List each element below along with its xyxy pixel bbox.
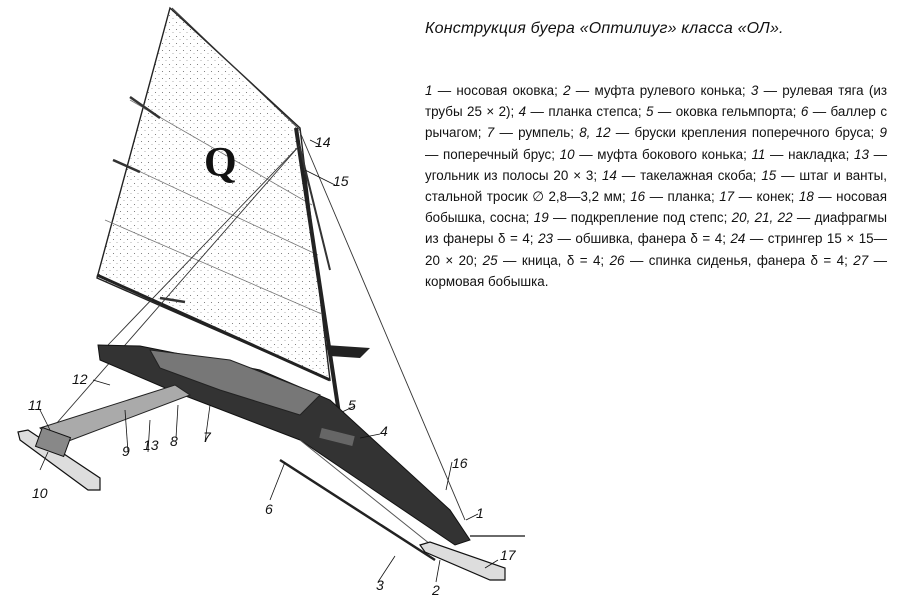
legend-text: — кормовая бобышка. — [425, 252, 888, 289]
legend-number: 2 — [563, 83, 571, 98]
callout-16: 16 — [452, 455, 468, 471]
callout-4: 4 — [380, 423, 388, 439]
legend-text: — носовая оковка; — [432, 83, 564, 98]
legend-number: 19 — [533, 210, 549, 226]
callout-8: 8 — [170, 433, 178, 449]
legend-text: — подкрепление под степс; — [548, 210, 732, 226]
legend-number: 27 — [853, 252, 869, 268]
front-runner — [420, 542, 505, 580]
legend-text: — поперечный брус; — [425, 146, 560, 162]
legend-text: — такелажная скоба; — [616, 167, 762, 183]
legend-number: 20, 21, 22 — [731, 210, 793, 226]
callout-6: 6 — [265, 501, 273, 517]
legend-text: — бруски крепления поперечного бруса; — [610, 125, 880, 141]
legend-number: 14 — [601, 167, 617, 183]
legend-text: — накладка; — [765, 146, 855, 162]
legend-number: 15 — [761, 167, 777, 183]
parts-legend — [425, 80, 887, 292]
legend-number: 1 — [425, 83, 433, 98]
legend-text: — румпель; — [494, 125, 580, 141]
legend-text: — оковка гельмпорта; — [653, 104, 801, 120]
legend-number: 24 — [730, 231, 746, 247]
callout-15: 15 — [333, 173, 349, 189]
legend-number: 26 — [609, 252, 625, 268]
legend-number: 3 — [750, 83, 759, 98]
legend-text: — обшивка, фанера δ = 4; — [552, 231, 731, 247]
callout-7: 7 — [203, 429, 211, 445]
legend-number: 10 — [559, 146, 575, 162]
callout-11: 11 — [28, 397, 43, 413]
legend-number: 11 — [751, 146, 766, 162]
callout-13: 13 — [143, 437, 159, 453]
callout-3: 3 — [376, 577, 384, 593]
callout-12: 12 — [72, 371, 88, 387]
legend-number: 5 — [646, 104, 654, 120]
legend-number: 6 — [800, 104, 809, 120]
legend-text: — муфта рулевого конька; — [570, 83, 751, 98]
legend-text: — диафрагмы из фанеры δ = 4; — [425, 210, 887, 247]
callout-2: 2 — [432, 582, 440, 598]
sail-emblem: Q — [204, 140, 237, 186]
legend-number: 25 — [482, 252, 498, 268]
legend-text: — планка; — [645, 189, 720, 205]
legend-number: 18 — [798, 189, 814, 205]
legend-number: 4 — [518, 104, 527, 120]
legend-number: 9 — [879, 125, 887, 141]
legend-number: 13 — [854, 146, 869, 162]
legend-number: 8, 12 — [579, 125, 611, 141]
legend-text: — спинка сиденья, фанера δ = 4; — [624, 252, 854, 268]
legend-text: — стрингер 15 × 15—20 × 20; — [425, 231, 887, 268]
legend-text: — штаг и ванты, стальной тросик ∅ 2,8—3,2 мм; — [425, 167, 888, 205]
callout-9: 9 — [122, 443, 130, 459]
callout-5: 5 — [348, 397, 356, 413]
legend-number: 17 — [719, 189, 735, 205]
callout-14: 14 — [315, 134, 331, 150]
legend-text: — кница, δ = 4; — [497, 252, 610, 268]
sail — [97, 8, 330, 380]
callout-1: 1 — [476, 505, 484, 521]
legend-number: 16 — [630, 189, 646, 205]
rear-runner-plank — [325, 345, 370, 358]
legend-number: 7 — [486, 125, 495, 141]
legend-text: — конек; — [734, 189, 799, 205]
legend-text: — носовая бобышка, сосна; — [425, 189, 887, 226]
legend-text: — муфта бокового конька; — [574, 146, 752, 162]
callout-10: 10 — [32, 485, 48, 501]
callout-17: 17 — [500, 547, 516, 563]
legend-text: — рулевая тяга (из трубы 25 × 2); — [425, 83, 887, 120]
legend-number: 23 — [538, 231, 553, 247]
legend-text: — планка степса; — [526, 104, 647, 120]
figure-caption: Конструкция буера «Оптилиуг» класса «ОЛ». — [425, 20, 784, 37]
legend-text: — угольник из полосы 20 × 3; — [425, 146, 887, 183]
legend-text: — баллер с рычагом; — [425, 104, 888, 141]
